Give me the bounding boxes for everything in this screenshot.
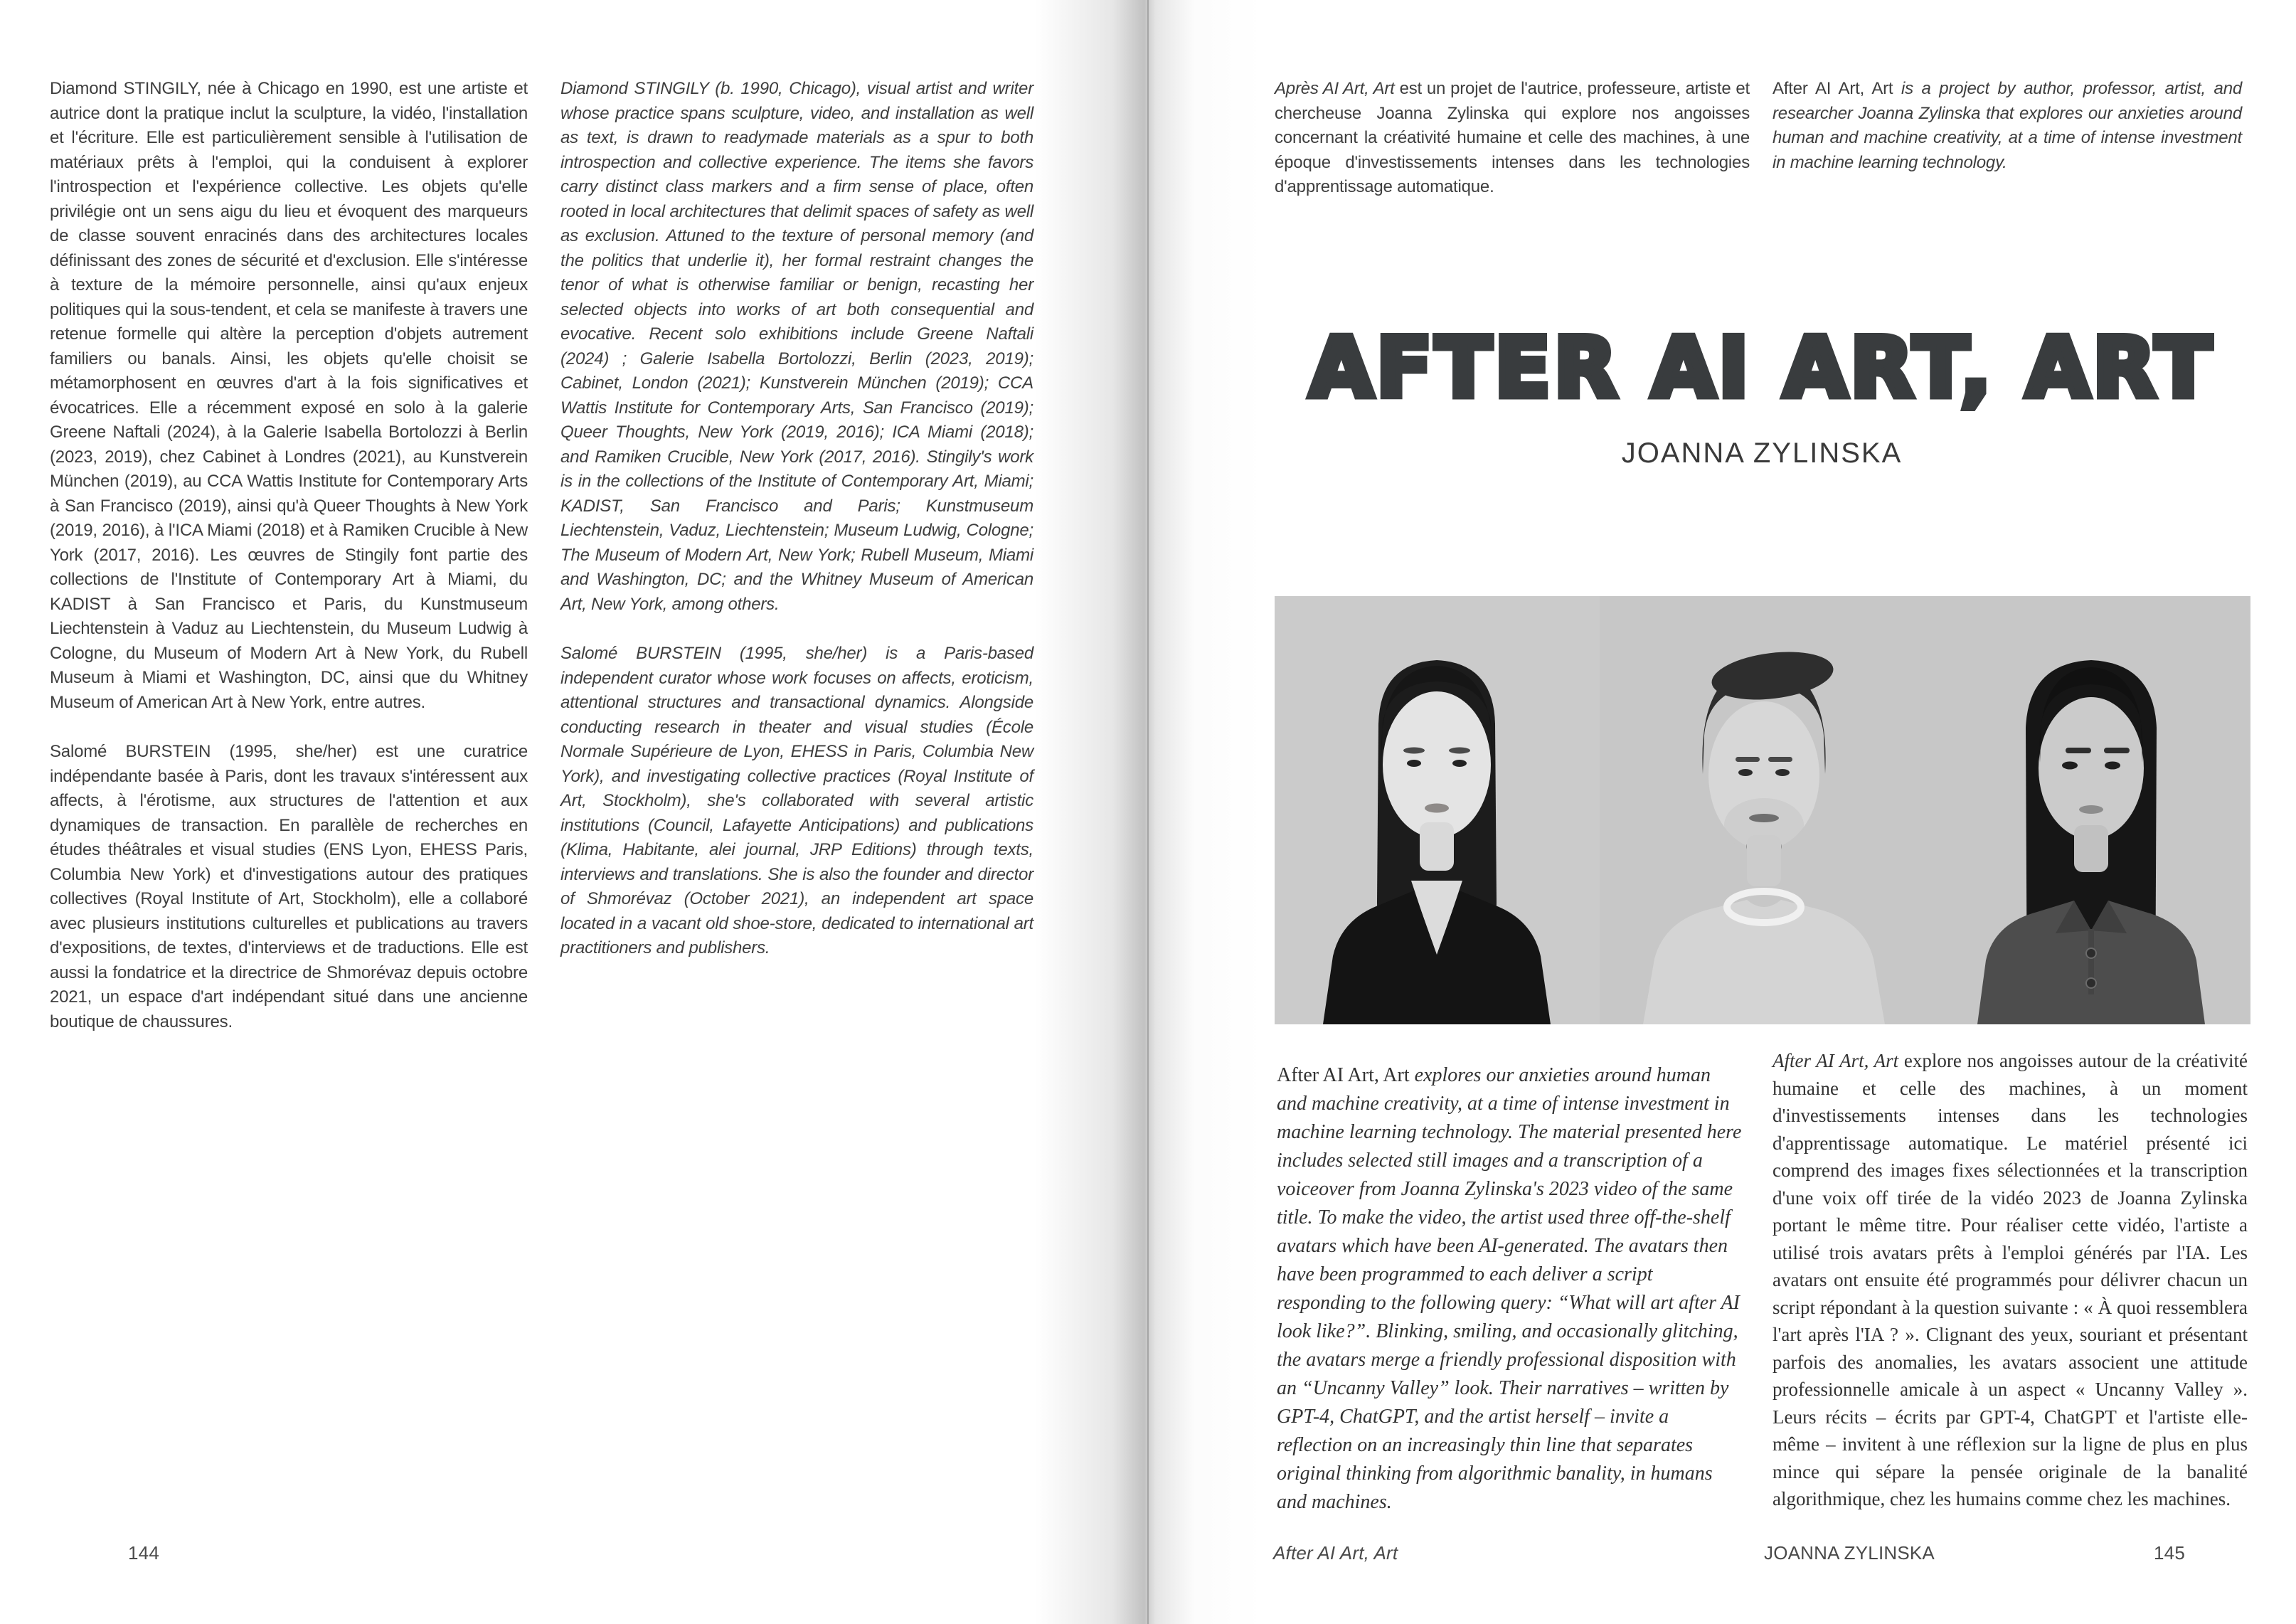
intro-en-text: is a project by author, professor, artist, and researcher Joanna Zylinska that explores our anxieties around human and machine creativity, at a time of intense investment in machine learning technology. xyxy=(1773,79,2242,172)
intro-en-lead: After AI Art, Art xyxy=(1773,79,1893,98)
article-byline: JOANNA ZYLINSKA xyxy=(1621,437,1903,469)
intro-fr-lead: Après AI Art, Art xyxy=(1275,79,1395,98)
book-gutter-fold-line xyxy=(1147,0,1149,1624)
bio-burstein-fr: Salomé BURSTEIN (1995, she/her) est une curatrice indépendante basée à Paris, dont les travaux s'intéressent aux affects, à l'érotisme, aux structures de l'attention et aux dynamiques de transaction. En parallèle de recherches en études théâtrales et visual studies (ENS Lyon, EHESS Paris, Columbia New York) et d'investigations autour des pratiques collectives (Royal Institute of Art, Stockholm), elle a collaboré avec plusieurs institutions culturelles et publications au travers d'expositions, de textes, d'interviews et de traductions. Elle est aussi la fondatrice et la directrice de Shmorévaz depuis octobre 2021, un espace d'art indépendant situé dans une ancienne boutique de chaussures. xyxy=(50,742,528,1031)
intro-fr-paragraph xyxy=(1275,77,1750,200)
intro-fr-text: est un projet de l'autrice, professeure, artiste et chercheuse Joanna Zylinska qui explore nos angoisses concernant la créativité humaine et celle des machines, à une époque d'investissements intenses dans les technologies d'apprentissage automatique. xyxy=(1275,79,1750,196)
right-page-intro-english xyxy=(1773,77,2242,200)
footer-author: JOANNA ZYLINSKA xyxy=(1764,1542,1935,1564)
left-page-french-bio-column xyxy=(50,77,528,1059)
essay-english-column xyxy=(1277,1061,1743,1517)
bio-stingily-fr: Diamond STINGILY, née à Chicago en 1990, est une artiste et autrice dont la pratique inclut la sculpture, la vidéo, l'installation et l'écriture. Elle est particulièrement sensible à l'utilisation de matériaux prêts à l'emploi, qui la conduisent à explorer l'introspection et l'expérience collective. Les objets qu'elle privilégie ont un sens aigu du lieu et évoquent des marqueurs de classe souvent enracinés dans des architectures locales définissant des zones de sécurité et d'exclusion. Elle s'intéresse à texture de la mémoire personnelle, ainsi qu'aux enjeux politiques qui la sous-tendent, et cela se manifeste à travers une retenue formelle qui altère la perception d'objets autrement familiers ou banals. Ainsi, les objets qu'elle choisit se métamorphosent en œuvres d'art à la fois significatives et évocatrices. Elle a récemment exposé en solo à la galerie Greene Naftali (2024), à la Galerie Isabella Bortolozzi à Berlin (2023, 2019), chez Cabinet à Londres (2021), au Kunstverein München (2019), au CCA Wattis Institute for Contemporary Arts à San Francisco (2019), ainsi qu'à Queer Thoughts à New York (2019, 2016), à l'ICA Miami (2018) et à Ramiken Crucible à New York (2017, 2016). Les œuvres de Stingily font partie des collections de l'Institute of Contemporary Art à Miami, du KADIST à San Francisco et Paris, du Kunstmuseum Liechtenstein à Vaduz au Liechtenstein, du Museum Ludwig à Cologne, du Museum of Modern Art à New York, du Rubell Museum à Miami et Washington, DC, ainsi que du Whitney Museum of American Art à New York, entre autres. xyxy=(50,79,528,712)
essay-fr-text: explore nos angoisses autour de la créativité humaine et celle des machines, à un moment d'investissements intenses dans les technologies d'apprentissage automatique. Le matériel présenté ici comprend des images fixes sélectionnées et la transcription d'une voix off tirée de la vidéo 2023 de Joanna Zylinska portant le même titre. Pour réaliser cette vidéo, l'artiste a utilisé trois avatars prêts à l'emploi générés par l'IA. Les avatars ont ensuite été programmés pour délivrer chacun un script répondant à la question suivante : « À quoi ressemblera l'art après l'IA ? ». Clignant des yeux, souriant et présentant parfois des anomalies, les avatars associent une attitude professionnelle amicale à un aspect « Uncanny Valley ». Leurs récits – écrits par GPT-4, ChatGPT et l'artiste elle-même – invitent à une réflexion sur la ligne de plus en plus mince qui sépare la pensée originale de la banalité algorithmique, chez les humains comme chez les machines. xyxy=(1773,1050,2248,1509)
essay-en-text: explores our anxieties around human and machine creativity, at a time of intense investment in machine learning technology. The material presented here includes selected still images and a transcription of a voiceover from Joanna Zylinska's 2023 video of the same title. To make the video, the artist used three off-the-shelf avatars which have been AI-generated. The avatars then have been programmed to each deliver a script responding to the following query: “What will art after AI look like?”. Blinking, smiling, and occasionally glitching, the avatars merge a friendly professional disposition with an “Uncanny Valley” look. Their narratives – written by GPT-4, ChatGPT, and the artist herself – invite a reflection on an increasingly thin line that separates original thinking from algorithmic banality, in humans and machines. xyxy=(1277,1064,1742,1513)
bio-burstein-en: Salomé BURSTEIN (1995, she/her) is a Paris-based independent curator whose work focuses on affects, eroticism, attentional structures and transactional dynamics. Alongside conducting research in theater and visual studies (École Normale Supérieure de Lyon, EHESS in Paris, Columbia New York), and investigating collective practices (Royal Institute of Art, Stockholm), she's collaborated with several artistic institutions (Council, Lafayette Anticipations) and publications (Klima, Habitante, alei journal, JRP Editions) through texts, interviews and translations. She is also the founder and director of Shmorévaz (October 2021), an independent art space located in a vacant old shoe-store, dedicated to international art practitioners and publishers. xyxy=(560,644,1033,957)
right-page-number: 145 xyxy=(2154,1542,2185,1564)
article-title: AFTER AI ART, ART xyxy=(1309,320,2215,416)
essay-fr-lead: After AI Art, Art xyxy=(1773,1050,1899,1071)
right-page-intro-french xyxy=(1275,77,1750,225)
essay-fr-paragraph xyxy=(1773,1047,2248,1513)
book-gutter-shadow xyxy=(1035,0,1263,1624)
left-page-number: 144 xyxy=(128,1542,159,1564)
essay-french-column xyxy=(1773,1047,2248,1513)
left-page-english-bio-column xyxy=(560,77,1033,986)
avatar-photo-strip xyxy=(1275,596,2250,1024)
avatar-photo-illustration xyxy=(1275,596,2250,1024)
bio-stingily-en: Diamond STINGILY (b. 1990, Chicago), visual artist and writer whose practice spans sculpture, video, and installation as well as text, is drawn to readymade materials as a spur to both introspection and collective experience. The items she favors carry distinct class markers and a firm sense of place, often rooted in local architectures that delimit spaces of safety as well as exclusion. Attuned to the texture of personal memory (and the politics that underlie it), her formal restraint changes the tenor of what is otherwise familiar or benign, recasting her selected objects into works of art both consequential and evocative. Recent solo exhibitions include Greene Naftali (2024) ; Galerie Isabella Bortolozzi, Berlin (2023, 2019); Cabinet, London (2021); Kunstverein München (2019); CCA Wattis Institute for Contemporary Arts, San Francisco (2019); Queer Thoughts, New York (2019, 2016); ICA Miami (2018); and Ramiken Crucible, New York (2017, 2016). Stingily's work is in the collections of the Institute of Contemporary Art, Miami; KADIST, San Francisco and Paris; Kunstmuseum Liechtenstein, Vaduz, Liechtenstein; Museum Ludwig, Cologne; The Museum of Modern Art, New York; Rubell Museum, Miami and Washington, DC; and the Whitney Museum of American Art, New York, among others. xyxy=(560,79,1033,614)
footer-running-title: After AI Art, Art xyxy=(1273,1542,1398,1564)
intro-en-paragraph xyxy=(1773,77,2242,175)
essay-en-lead: After AI Art, Art xyxy=(1277,1064,1410,1086)
essay-en-paragraph xyxy=(1277,1061,1743,1517)
